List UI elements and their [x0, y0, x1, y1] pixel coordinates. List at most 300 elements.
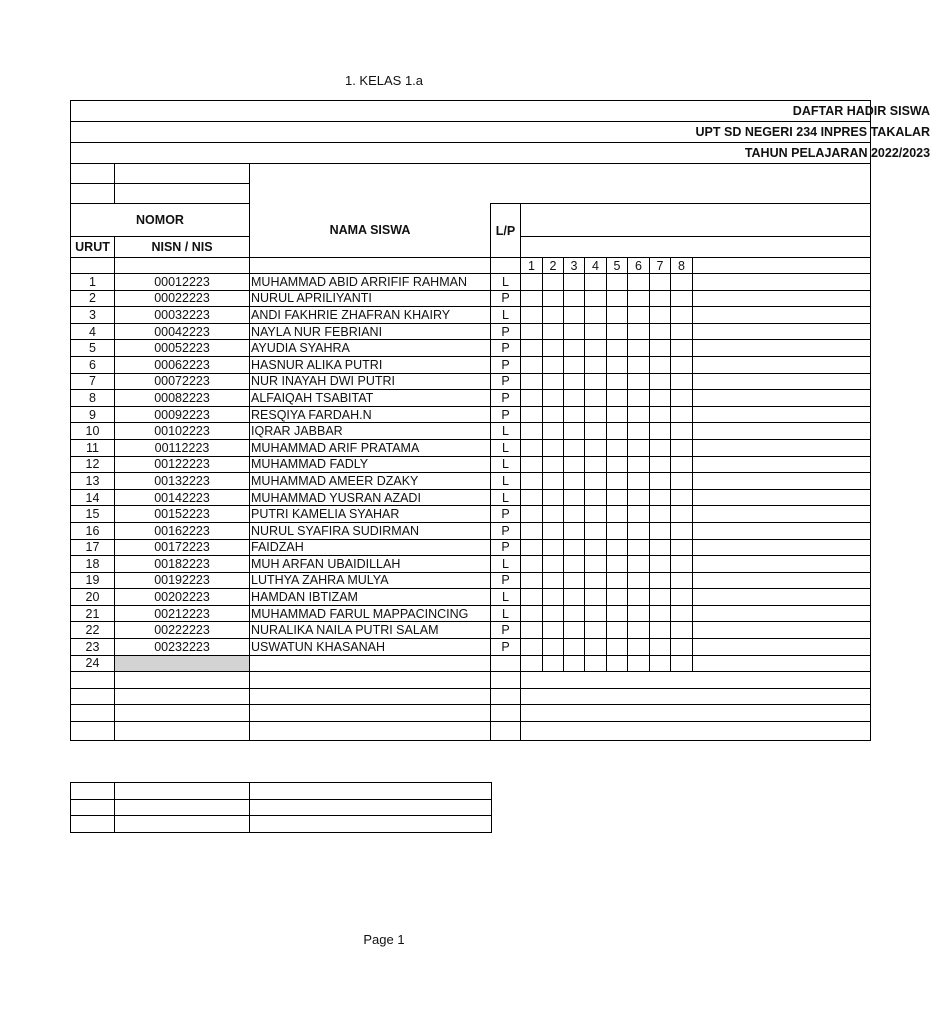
blank-cell [115, 799, 250, 816]
nisn-cell: 00062223 [115, 356, 250, 373]
attendance-cell [585, 605, 607, 622]
lp-cell: L [491, 473, 521, 490]
nama-cell: NUR INAYAH DWI PUTRI [250, 373, 491, 390]
nisn-cell: 00172223 [115, 539, 250, 556]
attendance-cell [521, 589, 543, 606]
blank-cell [71, 783, 115, 800]
blank-cell [71, 722, 115, 741]
blank-cell [115, 705, 250, 722]
table-row [71, 722, 871, 741]
blank-cell [115, 722, 250, 741]
blank-cell [71, 672, 115, 689]
attendance-cell [543, 589, 564, 606]
attendance-cell [693, 622, 871, 639]
attendance-cell [585, 406, 607, 423]
attendance-cell [585, 572, 607, 589]
blank-cell [250, 816, 492, 833]
title-line-2 [71, 122, 930, 143]
urut-cell: 15 [71, 506, 115, 523]
urut-cell: 23 [71, 639, 115, 656]
urut-cell: 2 [71, 290, 115, 307]
nama-cell: MUHAMMAD YUSRAN AZADI [250, 489, 491, 506]
attendance-cell [543, 373, 564, 390]
day-number: 2 [543, 258, 564, 274]
attendance-cell [543, 274, 564, 291]
attendance-cell [543, 539, 564, 556]
attendance-cell [650, 522, 671, 539]
attendance-cell [564, 622, 585, 639]
attendance-cell [543, 307, 564, 324]
attendance-cell [543, 290, 564, 307]
day-number: 3 [564, 258, 585, 274]
table-row [71, 323, 871, 340]
attendance-cell [650, 506, 671, 523]
blank-cell [71, 184, 115, 204]
nisn-cell [115, 655, 250, 672]
table-row [71, 340, 871, 357]
blank-cell [521, 688, 871, 705]
attendance-cell [671, 589, 693, 606]
attendance-cell [671, 323, 693, 340]
nama-cell: USWATUN KHASANAH [250, 639, 491, 656]
table-row [71, 307, 871, 324]
lp-cell: P [491, 539, 521, 556]
attendance-cell [607, 423, 628, 440]
attendance-subheader [521, 237, 871, 258]
blank-cell [71, 164, 115, 184]
attendance-cell [628, 456, 650, 473]
attendance-cell [543, 323, 564, 340]
attendance-cell [671, 489, 693, 506]
urut-cell: 12 [71, 456, 115, 473]
attendance-cell [628, 522, 650, 539]
nisn-cell: 00152223 [115, 506, 250, 523]
blank-cell [71, 688, 115, 705]
attendance-cell [671, 605, 693, 622]
lp-cell: L [491, 456, 521, 473]
attendance-cell [585, 639, 607, 656]
attendance-cell [671, 506, 693, 523]
urut-cell: 13 [71, 473, 115, 490]
lp-cell: P [491, 323, 521, 340]
attendance-cell [564, 340, 585, 357]
attendance-cell [564, 290, 585, 307]
lp-cell: L [491, 489, 521, 506]
lp-cell: P [491, 639, 521, 656]
attendance-cell [628, 274, 650, 291]
attendance-cell [585, 356, 607, 373]
blank-cell [250, 705, 491, 722]
urut-cell: 24 [71, 655, 115, 672]
attendance-cell [543, 423, 564, 440]
attendance-cell [607, 390, 628, 407]
attendance-cell [543, 605, 564, 622]
nama-cell: MUHAMMAD FADLY [250, 456, 491, 473]
nama-cell: NURALIKA NAILA PUTRI SALAM [250, 622, 491, 639]
table-row [71, 572, 871, 589]
attendance-cell [650, 423, 671, 440]
blank-cell [115, 816, 250, 833]
attendance-cell [628, 489, 650, 506]
attendance-cell [521, 439, 543, 456]
attendance-cell [671, 307, 693, 324]
attendance-cell [693, 274, 871, 291]
attendance-cell [585, 655, 607, 672]
attendance-cell [543, 572, 564, 589]
lp-cell: L [491, 439, 521, 456]
table-row [71, 356, 871, 373]
day-number: 7 [650, 258, 671, 274]
nisn-cell: 00142223 [115, 489, 250, 506]
nama-cell: MUHAMMAD ARIF PRATAMA [250, 439, 491, 456]
attendance-cell [650, 605, 671, 622]
attendance-cell [693, 506, 871, 523]
nisn-cell: 00122223 [115, 456, 250, 473]
attendance-cell [521, 274, 543, 291]
nama-cell: HASNUR ALIKA PUTRI [250, 356, 491, 373]
table-row [71, 373, 871, 390]
table-row [71, 605, 871, 622]
attendance-cell [543, 506, 564, 523]
nama-cell: ANDI FAKHRIE ZHAFRAN KHAIRY [250, 307, 491, 324]
attendance-cell [628, 605, 650, 622]
attendance-cell [521, 340, 543, 357]
blank-cell [115, 258, 250, 274]
attendance-cell [650, 274, 671, 291]
attendance-cell [543, 489, 564, 506]
attendance-cell [543, 522, 564, 539]
lp-cell: P [491, 406, 521, 423]
attendance-cell [671, 439, 693, 456]
attendance-cell [564, 439, 585, 456]
lp-cell: P [491, 290, 521, 307]
attendance-cell [628, 340, 650, 357]
blank-cell [115, 672, 250, 689]
attendance-cell [671, 655, 693, 672]
page-footer: Page 1 [363, 932, 405, 947]
urut-cell: 8 [71, 390, 115, 407]
attendance-cell [628, 406, 650, 423]
lp-header: L/P [491, 204, 521, 258]
attendance-cell [607, 356, 628, 373]
nisn-cell: 00092223 [115, 406, 250, 423]
attendance-cell [564, 473, 585, 490]
attendance-cell [671, 356, 693, 373]
title-line-2-text: UPT SD NEGERI 234 INPRES TAKALAR [695, 125, 930, 139]
attendance-cell [650, 589, 671, 606]
lp-cell: P [491, 506, 521, 523]
urut-cell: 4 [71, 323, 115, 340]
attendance-cell [671, 406, 693, 423]
nisn-cell: 00232223 [115, 639, 250, 656]
attendance-cell [650, 489, 671, 506]
attendance-cell [543, 406, 564, 423]
attendance-cell [693, 456, 871, 473]
attendance-cell [693, 522, 871, 539]
attendance-cell [607, 274, 628, 291]
attendance-cell [585, 556, 607, 573]
nisn-cell: 00022223 [115, 290, 250, 307]
nisn-cell: 00012223 [115, 274, 250, 291]
attendance-cell [628, 539, 650, 556]
attendance-cell [607, 639, 628, 656]
nama-cell: LUTHYA ZAHRA MULYA [250, 572, 491, 589]
attendance-cell [693, 439, 871, 456]
table-row [71, 556, 871, 573]
nisn-cell: 00132223 [115, 473, 250, 490]
attendance-cell [693, 340, 871, 357]
table-row [71, 290, 871, 307]
attendance-cell [650, 439, 671, 456]
attendance-cell [650, 473, 671, 490]
blank-cell [250, 258, 491, 274]
lp-cell: L [491, 423, 521, 440]
lp-cell: P [491, 522, 521, 539]
attendance-cell [671, 473, 693, 490]
attendance-cell [607, 290, 628, 307]
blank-cell [250, 783, 492, 800]
nama-cell: IQRAR JABBAR [250, 423, 491, 440]
blank-cell [491, 258, 521, 274]
attendance-cell [628, 390, 650, 407]
attendance-cell [564, 423, 585, 440]
attendance-cell [628, 439, 650, 456]
attendance-cell [650, 323, 671, 340]
urut-cell: 14 [71, 489, 115, 506]
attendance-cell [628, 655, 650, 672]
attendance-cell [650, 356, 671, 373]
table-row [71, 506, 871, 523]
attendance-cell [693, 406, 871, 423]
urut-cell: 1 [71, 274, 115, 291]
page-heading: 1. KELAS 1.a [344, 73, 424, 88]
attendance-cell [585, 390, 607, 407]
table-row [71, 672, 871, 689]
attendance-cell [650, 655, 671, 672]
urut-cell: 19 [71, 572, 115, 589]
attendance-cell [585, 373, 607, 390]
urut-cell: 17 [71, 539, 115, 556]
attendance-cell [650, 539, 671, 556]
attendance-cell [628, 589, 650, 606]
attendance-cell [564, 274, 585, 291]
attendance-cell [521, 489, 543, 506]
table-row [71, 622, 871, 639]
attendance-cell [693, 655, 871, 672]
table-row [71, 489, 871, 506]
attendance-cell [585, 473, 607, 490]
table-row [71, 522, 871, 539]
attendance-cell [607, 655, 628, 672]
attendance-cell [628, 307, 650, 324]
signature-table [70, 782, 492, 833]
attendance-cell [543, 622, 564, 639]
urut-cell: 11 [71, 439, 115, 456]
attendance-cell [521, 456, 543, 473]
attendance-cell [521, 639, 543, 656]
attendance-cell [564, 539, 585, 556]
urut-cell: 22 [71, 622, 115, 639]
attendance-cell [585, 423, 607, 440]
blank-cell [71, 816, 115, 833]
attendance-cell [671, 340, 693, 357]
attendance-cell [693, 556, 871, 573]
attendance-cell [607, 340, 628, 357]
attendance-cell [671, 456, 693, 473]
attendance-cell [693, 390, 871, 407]
blank-cell [115, 184, 250, 204]
blank-cell [71, 705, 115, 722]
lp-cell [491, 655, 521, 672]
attendance-cell [521, 323, 543, 340]
nisn-cell: 00082223 [115, 390, 250, 407]
blank-cell [521, 705, 871, 722]
nisn-cell: 00202223 [115, 589, 250, 606]
title-line-3 [71, 143, 930, 164]
attendance-cell [607, 605, 628, 622]
attendance-cell [693, 473, 871, 490]
attendance-cell [693, 423, 871, 440]
urut-header: URUT [71, 237, 115, 258]
attendance-cell [650, 556, 671, 573]
blank-cell [491, 705, 521, 722]
attendance-cell [628, 373, 650, 390]
nama-cell: AYUDIA SYAHRA [250, 340, 491, 357]
attendance-cell [693, 323, 871, 340]
table-row [71, 473, 871, 490]
attendance-cell [521, 307, 543, 324]
attendance-cell [693, 589, 871, 606]
attendance-cell [521, 605, 543, 622]
title-line-1-text: DAFTAR HADIR SISWA [792, 104, 930, 118]
blank-cell [71, 258, 115, 274]
nisn-cell: 00162223 [115, 522, 250, 539]
attendance-cell [585, 340, 607, 357]
urut-cell: 10 [71, 423, 115, 440]
attendance-cell [564, 522, 585, 539]
attendance-cell [628, 556, 650, 573]
title-line-1 [71, 101, 930, 122]
lp-cell: P [491, 373, 521, 390]
attendance-cell [628, 639, 650, 656]
urut-cell: 7 [71, 373, 115, 390]
table-row [71, 639, 871, 656]
blank-cell [71, 799, 115, 816]
attendance-cell [607, 556, 628, 573]
nisn-cell: 00072223 [115, 373, 250, 390]
table-row [71, 688, 871, 705]
attendance-cell [650, 406, 671, 423]
attendance-cell [628, 356, 650, 373]
lp-cell: L [491, 605, 521, 622]
nama-cell: MUHAMMAD ABID ARRIFIF RAHMAN [250, 274, 491, 291]
day-number: 4 [585, 258, 607, 274]
blank-cell [250, 688, 491, 705]
attendance-cell [628, 572, 650, 589]
nama-cell: HAMDAN IBTIZAM [250, 589, 491, 606]
attendance-cell [607, 373, 628, 390]
nama-cell: MUHAMMAD AMEER DZAKY [250, 473, 491, 490]
nisn-cell: 00032223 [115, 307, 250, 324]
attendance-cell [564, 605, 585, 622]
nama-header: NAMA SISWA [250, 204, 491, 258]
blank-cell [491, 722, 521, 741]
table-row [71, 439, 871, 456]
nama-cell: MUH ARFAN UBAIDILLAH [250, 556, 491, 573]
lp-cell: L [491, 307, 521, 324]
attendance-cell [693, 605, 871, 622]
day-number: 5 [607, 258, 628, 274]
attendance-cell [607, 307, 628, 324]
table-row [71, 406, 871, 423]
attendance-cell [628, 290, 650, 307]
attendance-cell [564, 323, 585, 340]
nisn-cell: 00042223 [115, 323, 250, 340]
attendance-cell [521, 406, 543, 423]
blank-cell [693, 258, 871, 274]
table-row [71, 423, 871, 440]
attendance-cell [543, 556, 564, 573]
attendance-cell [650, 456, 671, 473]
attendance-cell [607, 572, 628, 589]
attendance-cell [564, 356, 585, 373]
urut-cell: 5 [71, 340, 115, 357]
nama-cell: ALFAIQAH TSABITAT [250, 390, 491, 407]
blank-cell [115, 688, 250, 705]
attendance-cell [543, 340, 564, 357]
attendance-cell [564, 639, 585, 656]
nisn-cell: 00192223 [115, 572, 250, 589]
attendance-cell [521, 522, 543, 539]
attendance-cell [543, 356, 564, 373]
attendance-cell [585, 290, 607, 307]
table-row [71, 589, 871, 606]
attendance-cell [650, 307, 671, 324]
attendance-cell [650, 290, 671, 307]
attendance-cell [671, 522, 693, 539]
attendance-cell [543, 439, 564, 456]
attendance-cell [693, 639, 871, 656]
nisn-cell: 00222223 [115, 622, 250, 639]
table-row [71, 390, 871, 407]
lp-cell: P [491, 572, 521, 589]
urut-cell: 6 [71, 356, 115, 373]
attendance-cell [585, 522, 607, 539]
attendance-cell [607, 456, 628, 473]
attendance-cell [564, 572, 585, 589]
blank-cell [491, 688, 521, 705]
attendance-cell [521, 506, 543, 523]
attendance-cell [693, 572, 871, 589]
attendance-cell [564, 655, 585, 672]
attendance-cell [564, 406, 585, 423]
day-number: 8 [671, 258, 693, 274]
attendance-cell [564, 506, 585, 523]
attendance-cell [521, 356, 543, 373]
lp-cell: L [491, 556, 521, 573]
attendance-cell [607, 539, 628, 556]
attendance-cell [628, 323, 650, 340]
attendance-cell [564, 307, 585, 324]
attendance-cell [543, 456, 564, 473]
attendance-cell [564, 589, 585, 606]
table-row [71, 655, 871, 672]
attendance-cell [521, 572, 543, 589]
lp-cell: L [491, 274, 521, 291]
attendance-cell [521, 390, 543, 407]
attendance-cell [607, 473, 628, 490]
nama-cell [250, 655, 491, 672]
